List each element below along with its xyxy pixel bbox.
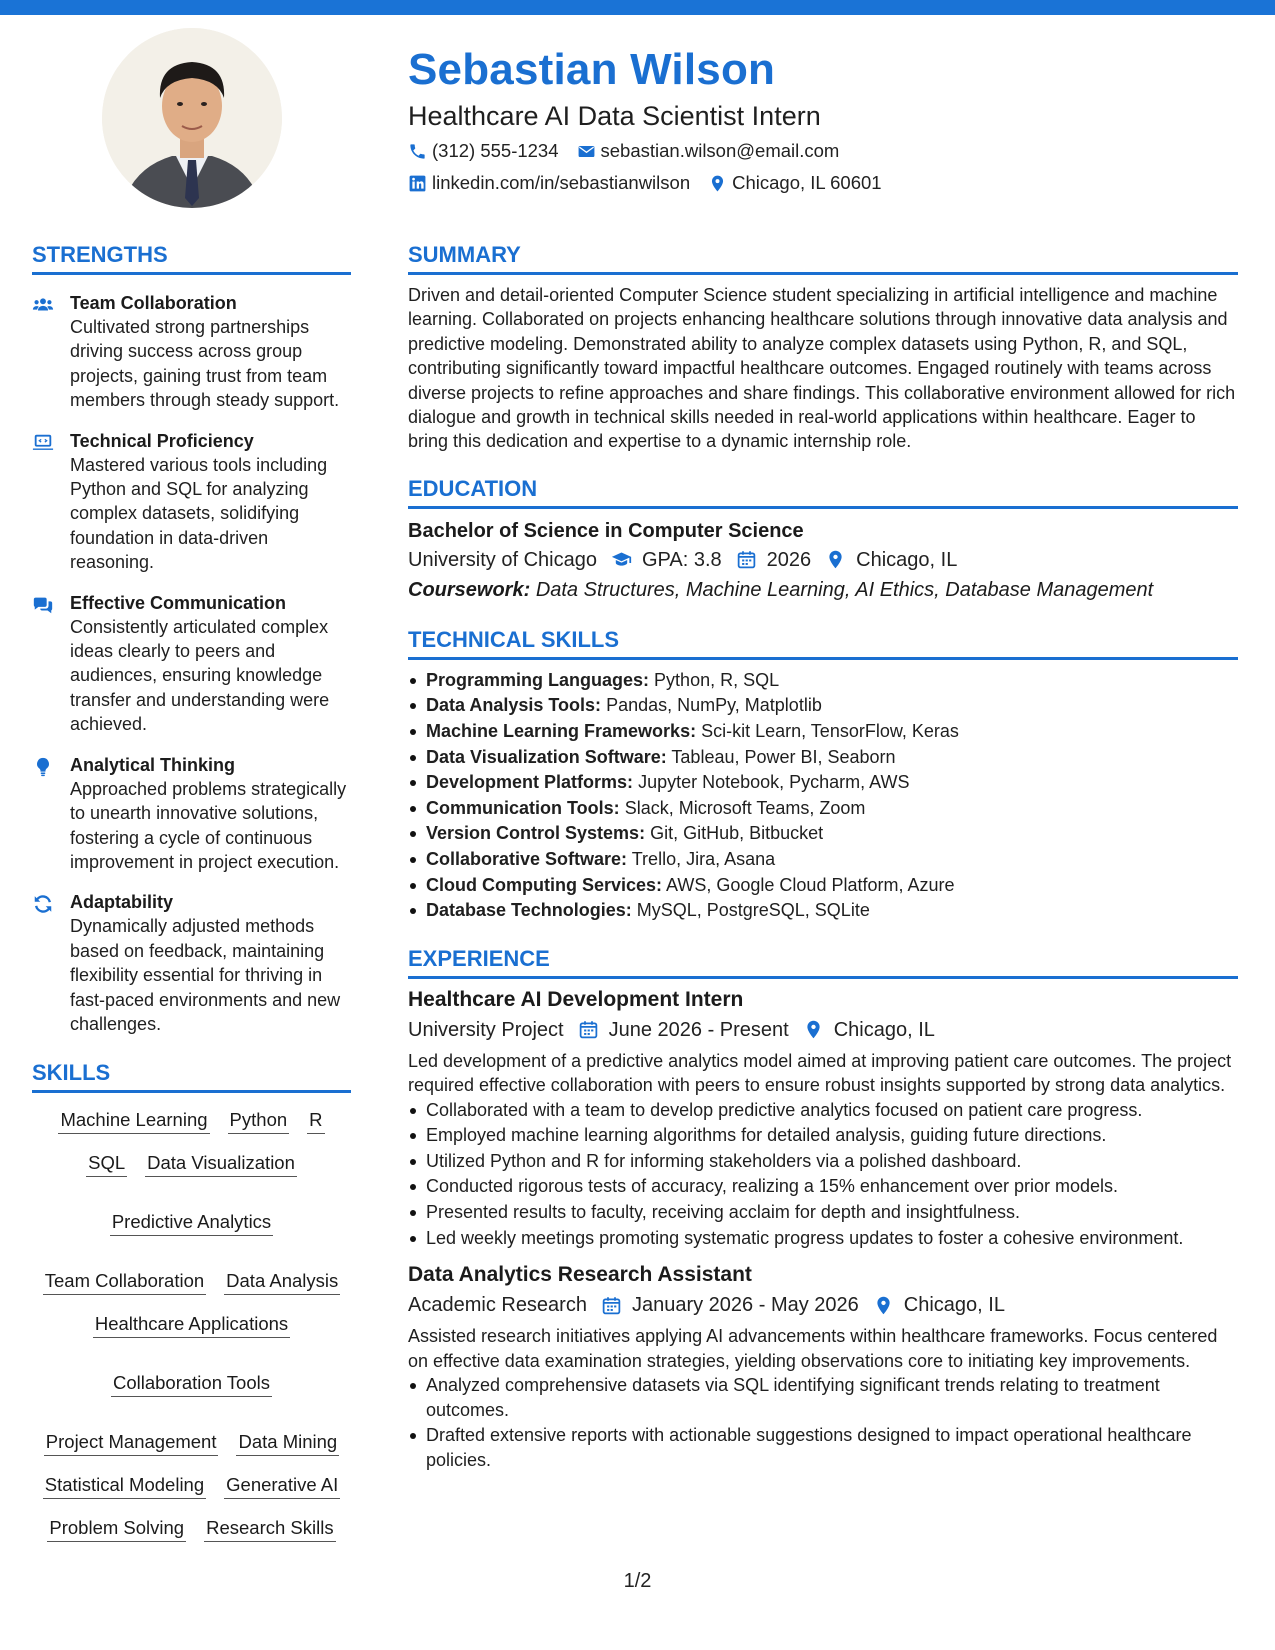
phone-contact[interactable]: [408, 140, 559, 162]
phone-text: (312) 555-1234: [432, 140, 559, 161]
graduation-cap-icon: [611, 549, 632, 570]
school-name: University of Chicago: [408, 548, 597, 571]
list-item: Drafted extensive reports with actionable suggestions designed to impact operational healthcare policies.: [408, 1423, 1238, 1472]
calendar-icon: [601, 1295, 622, 1316]
users-icon: [32, 294, 54, 316]
strength-desc: Consistently articulated complex ideas clearly to peers and audiences, ensuring knowledge transfer and understanding were achieved.: [70, 616, 330, 735]
resume-header: [408, 42, 1238, 199]
candidate-title: Healthcare AI Data Scientist Intern: [408, 101, 821, 131]
list-item: Conducted rigorous tests of accuracy, realizing a 15% enhancement over prior models.: [408, 1174, 1238, 1199]
strength-item: [32, 753, 351, 875]
location-contact: [708, 172, 881, 194]
phone-icon: [408, 142, 427, 161]
skill-tag: Generative AI: [224, 1472, 340, 1499]
job-title: Data Analytics Research Assistant: [408, 1263, 752, 1287]
strengths-heading: STRENGTHS: [32, 240, 351, 275]
list-item: Led weekly meetings promoting systematic progress updates to foster a cohesive environment.: [408, 1226, 1238, 1251]
list-item: Analyzed comprehensive datasets via SQL identifying significant trends relating to treatment outcomes.: [408, 1373, 1238, 1422]
lightbulb-icon: [32, 756, 54, 778]
list-item: Data Visualization Software: Tableau, Power BI, Seaborn: [408, 745, 1238, 771]
list-item: Communication Tools: Slack, Microsoft Teams, Zoom: [408, 796, 1238, 822]
candidate-name: Sebastian Wilson: [408, 45, 776, 94]
job-location: Chicago, IL: [833, 1018, 935, 1041]
skill-tag: Data Analysis: [224, 1268, 340, 1295]
laptop-code-icon: [32, 432, 54, 454]
page-number: 1/2: [623, 1570, 652, 1592]
skill-tag: Python: [228, 1107, 290, 1134]
location-text: Chicago, IL 60601: [732, 172, 882, 193]
strength-title: Technical Proficiency: [70, 430, 254, 451]
list-item: Version Control Systems: Git, GitHub, Bitbucket: [408, 821, 1238, 847]
sync-icon: [32, 893, 54, 915]
list-item: Presented results to faculty, receiving acclaim for depth and insightfulness.: [408, 1200, 1238, 1225]
skill-tag: SQL: [86, 1150, 127, 1177]
job-org: University Project: [408, 1018, 564, 1041]
skill-tag: Project Management: [44, 1429, 219, 1456]
strength-title: Analytical Thinking: [70, 754, 236, 775]
skill-tag: Team Collaboration: [43, 1268, 206, 1295]
calendar-icon: [578, 1019, 599, 1040]
skill-tag: Research Skills: [204, 1515, 336, 1542]
job-meta: [408, 1290, 1238, 1320]
skill-tag: Data Mining: [236, 1429, 339, 1456]
strength-item: [32, 890, 351, 1036]
education-meta: [408, 545, 1238, 575]
skill-tag: Predictive Analytics: [110, 1209, 273, 1236]
coursework-label: Coursework:: [408, 578, 531, 601]
calendar-icon: [736, 549, 757, 570]
job-location: Chicago, IL: [903, 1294, 1005, 1317]
skill-tag: Statistical Modeling: [43, 1472, 206, 1499]
skill-tag: Collaboration Tools: [111, 1370, 272, 1397]
degree-title: Bachelor of Science in Computer Science: [408, 519, 804, 542]
strength-title: Adaptability: [70, 892, 174, 913]
list-item: Database Technologies: MySQL, PostgreSQL, SQLite: [408, 898, 1238, 924]
job-description: Assisted research initiatives applying AI advancements within healthcare frameworks. Focus centered on effective data examination strategies, yielding observations core to initiating key improvements.: [408, 1326, 1218, 1371]
education-location: Chicago, IL: [856, 548, 958, 571]
list-item: Cloud Computing Services: AWS, Google Cloud Platform, Azure: [408, 873, 1238, 899]
gpa-text: GPA: 3.8: [641, 548, 722, 571]
strength-title: Effective Communication: [70, 592, 287, 613]
map-marker-icon: [825, 549, 846, 570]
email-contact[interactable]: [577, 140, 840, 162]
strength-title: Team Collaboration: [70, 293, 237, 313]
technical-skills-list: [408, 668, 1238, 924]
strength-desc: Approached problems strategically to unearth innovative solutions, fostering a cycle of continuous improvement in project execution.: [70, 778, 347, 872]
top-accent-bar: [0, 0, 1275, 15]
list-item: Utilized Python and R for informing stakeholders via a polished dashboard.: [408, 1149, 1238, 1174]
skill-tag: Data Visualization: [145, 1150, 297, 1177]
list-item: Machine Learning Frameworks: Sci-kit Learn, TensorFlow, Keras: [408, 719, 1238, 745]
job-meta: [408, 1015, 1238, 1045]
skills-heading: SKILLS: [32, 1058, 351, 1093]
strength-item: [32, 291, 351, 413]
technical-skills-heading: TECHNICAL SKILLS: [408, 625, 1238, 660]
job-org: Academic Research: [408, 1294, 587, 1317]
list-item: Collaborated with a team to develop predictive analytics focused on patient care progress.: [408, 1098, 1238, 1123]
skill-tag: Problem Solving: [47, 1515, 186, 1542]
experience-entry: [408, 985, 1238, 1250]
education-heading: EDUCATION: [408, 474, 1238, 509]
list-item: Development Platforms: Jupyter Notebook, Pycharm, AWS: [408, 770, 1238, 796]
skills-list: [32, 1107, 351, 1542]
coursework: [408, 575, 1238, 605]
comments-icon: [32, 594, 54, 616]
linkedin-contact[interactable]: [408, 172, 690, 194]
job-bullets: [408, 1098, 1238, 1251]
right-column: [408, 240, 1238, 1473]
list-item: Programming Languages: Python, R, SQL: [408, 668, 1238, 694]
list-item: Employed machine learning algorithms for detailed analysis, guiding future directions.: [408, 1123, 1238, 1148]
skill-tag: Healthcare Applications: [93, 1311, 290, 1338]
coursework-list: Data Structures, Machine Learning, AI Ethics, Database Management: [535, 578, 1154, 601]
left-column: [32, 240, 351, 1542]
job-description: Led development of a predictive analytics model aimed at improving patient care outcomes. The project required effective collaboration with peers to ensure robust insights supported by strong data analytics.: [408, 1050, 1232, 1096]
list-item: Collaborative Software: Trello, Jira, Asana: [408, 847, 1238, 873]
experience-entry: [408, 1260, 1238, 1472]
strength-item: [32, 429, 351, 575]
job-title: Healthcare AI Development Intern: [408, 987, 744, 1011]
list-item: Data Analysis Tools: Pandas, NumPy, Matplotlib: [408, 693, 1238, 719]
experience-heading: EXPERIENCE: [408, 944, 1238, 979]
profile-photo: [102, 28, 282, 208]
map-marker-icon: [873, 1295, 894, 1316]
strength-desc: Dynamically adjusted methods based on feedback, maintaining flexibility essential for thriving in fast-paced environments and new challenges.: [70, 916, 341, 1034]
skill-tag: Machine Learning: [58, 1107, 209, 1134]
linkedin-icon: [408, 174, 427, 193]
strength-item: [32, 591, 351, 737]
linkedin-text: linkedin.com/in/sebastianwilson: [432, 172, 691, 193]
map-marker-icon: [803, 1019, 824, 1040]
email-text: sebastian.wilson@email.com: [600, 140, 840, 161]
strength-desc: Cultivated strong partnerships driving success across group projects, gaining trust from team members through steady support.: [70, 317, 340, 411]
strength-desc: Mastered various tools including Python and SQL for analyzing complex datasets, solidifying foundation in data-driven reasoning.: [70, 454, 328, 573]
summary-text: Driven and detail-oriented Computer Science student specializing in artificial intelligence and machine learning. Collaborated on projects enhancing healthcare solutions through innovative data analysis and predictive modeling. Demonstrated ability to analyze complex datasets using Python, R, and SQL, contributing significantly toward impactful healthcare outcomes. Engaged routinely with teams across diverse projects to refine approaches and share findings. This collaborative environment allowed for rich dialogue and growth in technical skills needed in real-world applications within healthcare. Eager to bring this dedication and expertise to a dynamic internship role.: [408, 285, 1236, 452]
skill-tag: R: [307, 1107, 324, 1134]
job-dates: June 2026 - Present: [608, 1018, 789, 1041]
summary-heading: SUMMARY: [408, 240, 1238, 275]
graduation-year: 2026: [766, 548, 812, 571]
job-dates: January 2026 - May 2026: [631, 1294, 859, 1317]
job-bullets: [408, 1373, 1238, 1472]
envelope-icon: [577, 142, 596, 161]
map-marker-icon: [708, 174, 727, 193]
